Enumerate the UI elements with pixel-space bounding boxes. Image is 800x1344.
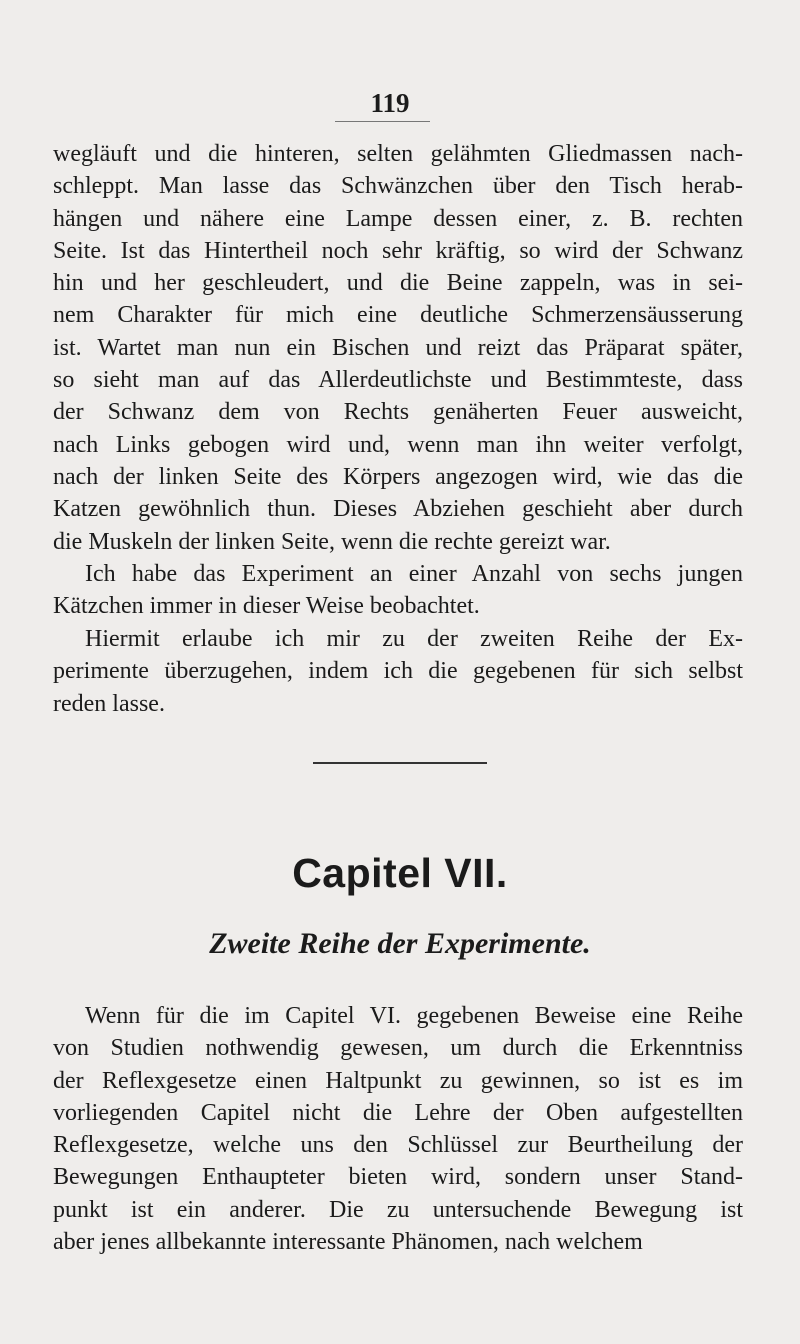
page-number-rule [335,121,430,122]
text-line: perimente überzugehen, indem ich die gegebenen für sich selbst [53,658,743,685]
paragraph-3 [53,623,743,720]
text-line: vorliegenden Capitel nicht die Lehre der Oben aufgestellten [53,1099,743,1126]
text-line: hängen und nähere eine Lampe dessen einer, z. B. rechten [53,205,743,232]
text-line: wegläuft und die hinteren, selten gelähmten Gliedmassen nach- [53,141,743,167]
text-line: Bewegungen Enthaupteter bieten wird, sondern unser Stand- [53,1164,743,1191]
paragraph-1 [53,138,743,558]
text-line: so sieht man auf das Allerdeutlichste und Bestimmteste, dass [53,367,743,394]
text-line: Reflexgesetze, welche uns den Schlüssel zur Beurtheilung der [53,1132,743,1159]
page-number: 119 [370,88,410,118]
text-line: Hiermit erlaube ich mir zu der zweiten Reihe der Ex- [85,626,743,652]
text-line: Seite. Ist das Hintertheil noch sehr kräftig, so wird der Schwanz [53,237,743,264]
text-line: der Reflexgesetze einen Haltpunkt zu gewinnen, so ist es im [53,1067,743,1094]
chapter-title: Capitel VII. [292,850,508,896]
text-line: aber jenes allbekannte interessante Phänomen, nach welchem [53,1229,643,1256]
text-line: punkt ist ein anderer. Die zu untersuchende Bewegung ist [53,1196,743,1223]
text-line: von Studien nothwendig gewesen, um durch die Erkenntniss [53,1035,743,1062]
text-line: Wenn für die im Capitel VI. gegebenen Beweise eine Reihe [85,1003,743,1029]
text-line: schleppt. Man lasse das Schwänzchen über den Tisch herab- [53,173,743,200]
text-line: reden lasse. [53,690,165,717]
text-line: die Muskeln der linken Seite, wenn die rechte gereizt war. [53,528,611,555]
text-line: ist. Wartet man nun ein Bischen und reizt das Präparat später, [53,334,743,361]
text-line: Katzen gewöhnlich thun. Dieses Abziehen geschieht aber durch [53,496,743,523]
text-line: Ich habe das Experiment an einer Anzahl von sechs jungen [85,561,743,587]
chapter-subtitle: Zweite Reihe der Experimente. [209,927,591,960]
text-line: nem Charakter für mich eine deutliche Schmerzensäusserung [53,302,743,329]
text-line: Kätzchen immer in dieser Weise beobachtet. [53,593,480,620]
paragraph-2 [53,558,743,623]
text-line: nach der linken Seite des Körpers angezogen wird, wie das die [53,463,743,490]
text-line: nach Links gebogen wird und, wenn man ihn weiter verfolgt, [53,431,743,458]
text-line: der Schwanz dem von Rechts genäherten Feuer ausweicht, [53,399,743,426]
section-divider [313,762,487,764]
text-line: hin und her geschleudert, und die Beine zappeln, was in sei- [53,270,743,297]
paragraph-4 [53,1000,743,1258]
